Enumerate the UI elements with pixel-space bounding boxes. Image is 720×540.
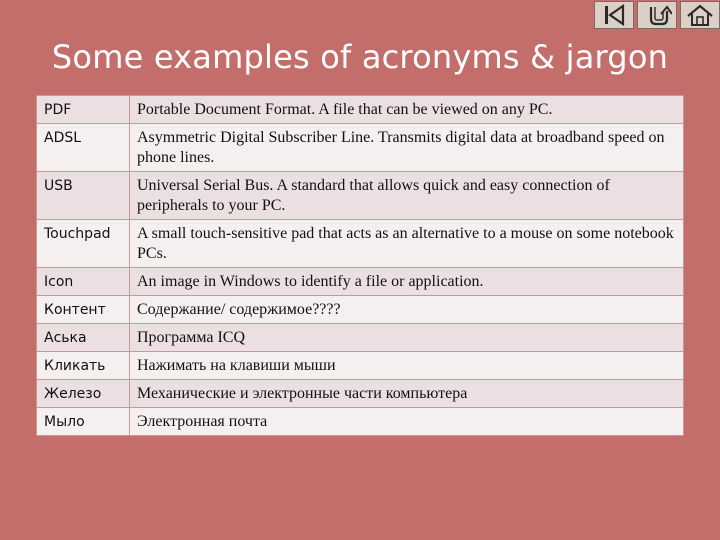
slide-navigation — [594, 1, 720, 29]
definition-cell: Механические и электронные части компьютера — [130, 380, 684, 408]
definition-cell: A small touch-sensitive pad that acts as an alternative to a mouse on some notebook PCs. — [130, 220, 684, 268]
table-row — [37, 380, 684, 408]
return-button[interactable] — [637, 1, 677, 29]
table-row — [37, 96, 684, 124]
term-cell: USB — [37, 172, 130, 220]
table-row — [37, 296, 684, 324]
jargon-table — [36, 95, 684, 436]
definition-cell: An image in Windows to identify a file or application. — [130, 268, 684, 296]
table-row — [37, 408, 684, 436]
definition-cell: Электронная почта — [130, 408, 684, 436]
definition-cell: Portable Document Format. A file that can be viewed on any PC. — [130, 96, 684, 124]
slide-title: Some examples of acronyms & jargon — [51, 38, 669, 76]
return-arrow-icon — [642, 4, 672, 26]
term-cell: Мыло — [37, 408, 130, 436]
term-cell: Железо — [37, 380, 130, 408]
term-cell: Кликать — [37, 352, 130, 380]
term-cell: PDF — [37, 96, 130, 124]
table-row — [37, 220, 684, 268]
term-cell: Icon — [37, 268, 130, 296]
definition-cell: Asymmetric Digital Subscriber Line. Transmits digital data at broadband speed on phone lines. — [130, 124, 684, 172]
definition-cell: Программа ICQ — [130, 324, 684, 352]
first-slide-button[interactable] — [594, 1, 634, 29]
definition-cell: Содержание/ содержимое???? — [130, 296, 684, 324]
table-row — [37, 124, 684, 172]
skip-to-start-icon — [599, 4, 629, 26]
home-icon — [685, 4, 715, 26]
definition-cell: Universal Serial Bus. A standard that allows quick and easy connection of peripherals to your PC. — [130, 172, 684, 220]
definition-cell: Нажимать на клавиши мыши — [130, 352, 684, 380]
term-cell: Аська — [37, 324, 130, 352]
home-button[interactable] — [680, 1, 720, 29]
table-row — [37, 324, 684, 352]
table-row — [37, 352, 684, 380]
table-row — [37, 268, 684, 296]
term-cell: Touchpad — [37, 220, 130, 268]
term-cell: Контент — [37, 296, 130, 324]
table-row — [37, 172, 684, 220]
term-cell: ADSL — [37, 124, 130, 172]
